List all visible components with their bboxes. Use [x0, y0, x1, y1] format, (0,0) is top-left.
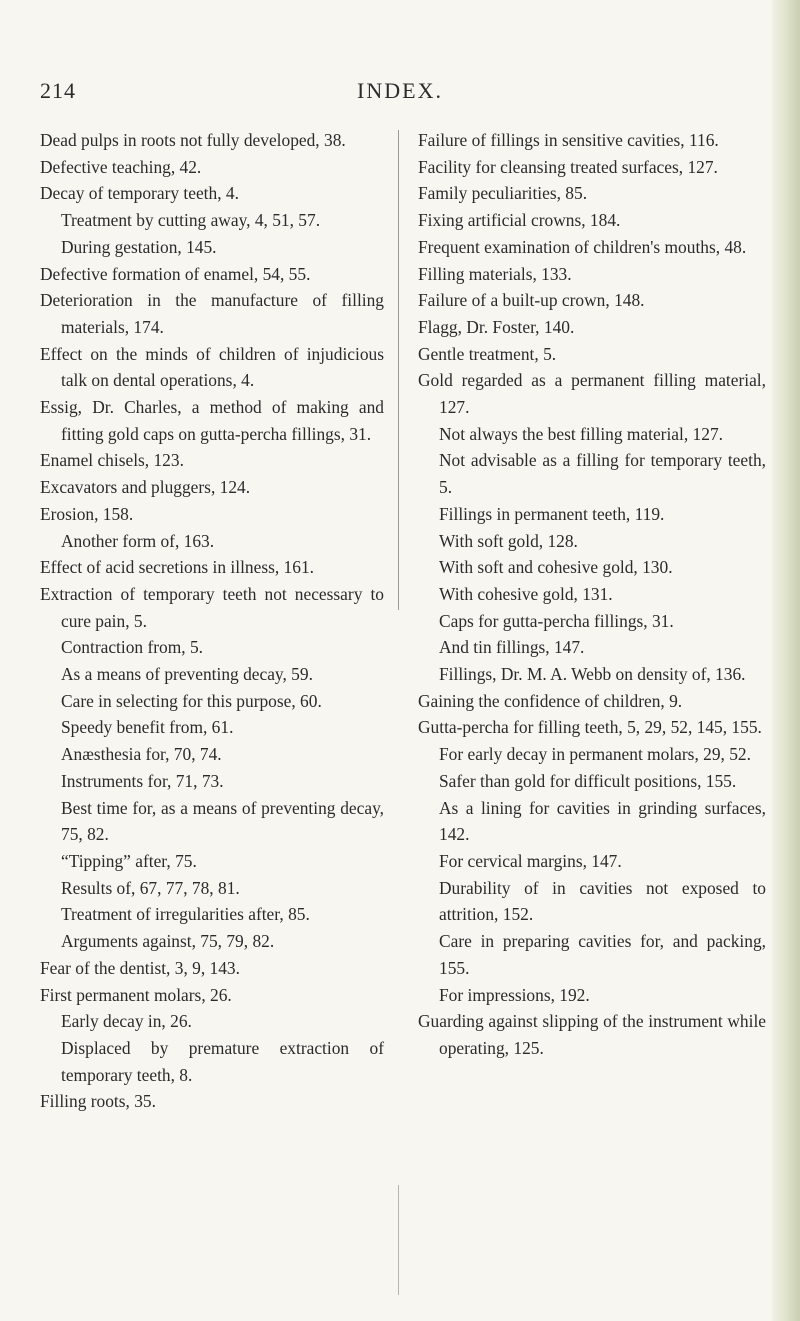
index-entry: Deterioration in the manufacture of filling materials, 174. — [40, 290, 384, 337]
index-entry: Failure of a built-up crown, 148. — [418, 290, 645, 311]
index-subentry: Not always the best filling material, 127. — [439, 423, 723, 444]
index-entry: Flagg, Dr. Foster, 140. — [418, 316, 575, 337]
index-entry: Facility for cleansing treated surfaces, 127. — [418, 156, 718, 177]
index-subentry: Early decay in, 26. — [61, 1011, 192, 1032]
index-column-left — [40, 127, 384, 1115]
page-edge — [772, 0, 800, 1321]
index-entry: Frequent examination of children's mouths, 48. — [418, 236, 747, 257]
column-divider-lower — [398, 1185, 399, 1295]
index-entry: Effect on the minds of children of injudicious talk on dental operations, 4. — [40, 343, 384, 391]
index-entry: Defective teaching, 42. — [40, 156, 202, 177]
index-subentry: During gestation, 145. — [61, 236, 217, 257]
index-column-right — [418, 127, 766, 1062]
index-entry: Effect of acid secretions in illness, 161. — [40, 557, 314, 578]
index-subentry: Caps for gutta-percha fillings, 31. — [439, 610, 674, 631]
index-subentry: Treatment by cutting away, 4, 51, 57. — [61, 210, 321, 231]
index-subentry: As a lining for cavities in grinding surfaces, 142. — [439, 797, 766, 845]
index-subentry: Care in selecting for this purpose, 60. — [61, 690, 322, 711]
index-subentry: With soft gold, 128. — [439, 530, 578, 551]
index-subentry: With soft and cohesive gold, 130. — [439, 557, 673, 578]
page-title: INDEX. — [357, 78, 443, 103]
index-subentry: And tin fillings, 147. — [439, 637, 585, 658]
index-subentry: Fillings in permanent teeth, 119. — [439, 503, 665, 524]
index-subentry: For early decay in permanent molars, 29, 52. — [439, 744, 751, 765]
index-entry: Filling roots, 35. — [40, 1091, 156, 1112]
index-subentry: Speedy benefit from, 61. — [61, 717, 234, 738]
index-subentry: Best time for, as a means of preventing decay, 75, 82. — [61, 797, 384, 845]
index-entry: Decay of temporary teeth, 4. — [40, 183, 239, 204]
index-entry: Failure of fillings in sensitive cavities, 116. — [418, 130, 719, 150]
column-divider — [398, 130, 399, 610]
index-subentry: Anæsthesia for, 70, 74. — [61, 744, 222, 765]
index-subentry: Contraction from, 5. — [61, 637, 203, 658]
index-entry: Gaining the confidence of children, 9. — [418, 690, 683, 711]
index-entry: Fear of the dentist, 3, 9, 143. — [40, 957, 240, 978]
index-subentry: For impressions, 192. — [439, 984, 590, 1005]
index-entry: Family peculiarities, 85. — [418, 183, 588, 204]
index-entry: Defective formation of enamel, 54, 55. — [40, 263, 311, 284]
index-entry: Enamel chisels, 123. — [40, 450, 184, 471]
index-entry: Dead pulps in roots not fully developed, 38. — [40, 130, 346, 150]
index-subentry: Care in preparing cavities for, and packing, 155. — [439, 931, 766, 978]
index-entry: Gold regarded as a permanent filling material, 127. — [418, 370, 766, 418]
index-subentry: Fillings, Dr. M. A. Webb on density of, 136. — [439, 664, 746, 685]
index-entry: Excavators and pluggers, 124. — [40, 477, 251, 498]
index-entry: Guarding against slipping of the instrument while operating, 125. — [418, 1011, 766, 1058]
index-subentry: Another form of, 163. — [61, 530, 215, 551]
index-entry: Essig, Dr. Charles, a method of making and fitting gold caps on gutta-percha fillings, 31. — [40, 397, 384, 444]
index-entry: Gentle treatment, 5. — [418, 343, 557, 364]
index-subentry: Results of, 67, 77, 78, 81. — [61, 877, 240, 898]
index-subentry: Arguments against, 75, 79, 82. — [61, 931, 275, 952]
index-subentry: Durability of in cavities not exposed to attrition, 152. — [439, 877, 766, 925]
index-subentry: With cohesive gold, 131. — [439, 583, 613, 604]
index-subentry: Not advisable as a filling for temporary teeth, 5. — [439, 450, 766, 498]
index-subentry: Safer than gold for difficult positions, 155. — [439, 770, 737, 791]
index-subentry: “Tipping” after, 75. — [61, 850, 197, 871]
index-subentry: For cervical margins, 147. — [439, 850, 622, 871]
index-subentry: Treatment of irregularities after, 85. — [61, 904, 310, 925]
index-entry: Extraction of temporary teeth not necessary to cure pain, 5. — [40, 583, 384, 631]
index-subentry: As a means of preventing decay, 59. — [61, 664, 313, 685]
page-header — [40, 78, 760, 108]
index-subentry: Displaced by premature extraction of temporary teeth, 8. — [61, 1037, 384, 1085]
index-entry: First permanent molars, 26. — [40, 984, 232, 1005]
index-subentry: Instruments for, 71, 73. — [61, 770, 224, 791]
index-entry: Erosion, 158. — [40, 503, 134, 524]
index-entry: Fixing artificial crowns, 184. — [418, 210, 621, 231]
index-entry: Filling materials, 133. — [418, 263, 572, 284]
page-number: 214 — [40, 78, 76, 103]
index-entry: Gutta-percha for filling teeth, 5, 29, 52, 145, 155. — [418, 717, 762, 738]
